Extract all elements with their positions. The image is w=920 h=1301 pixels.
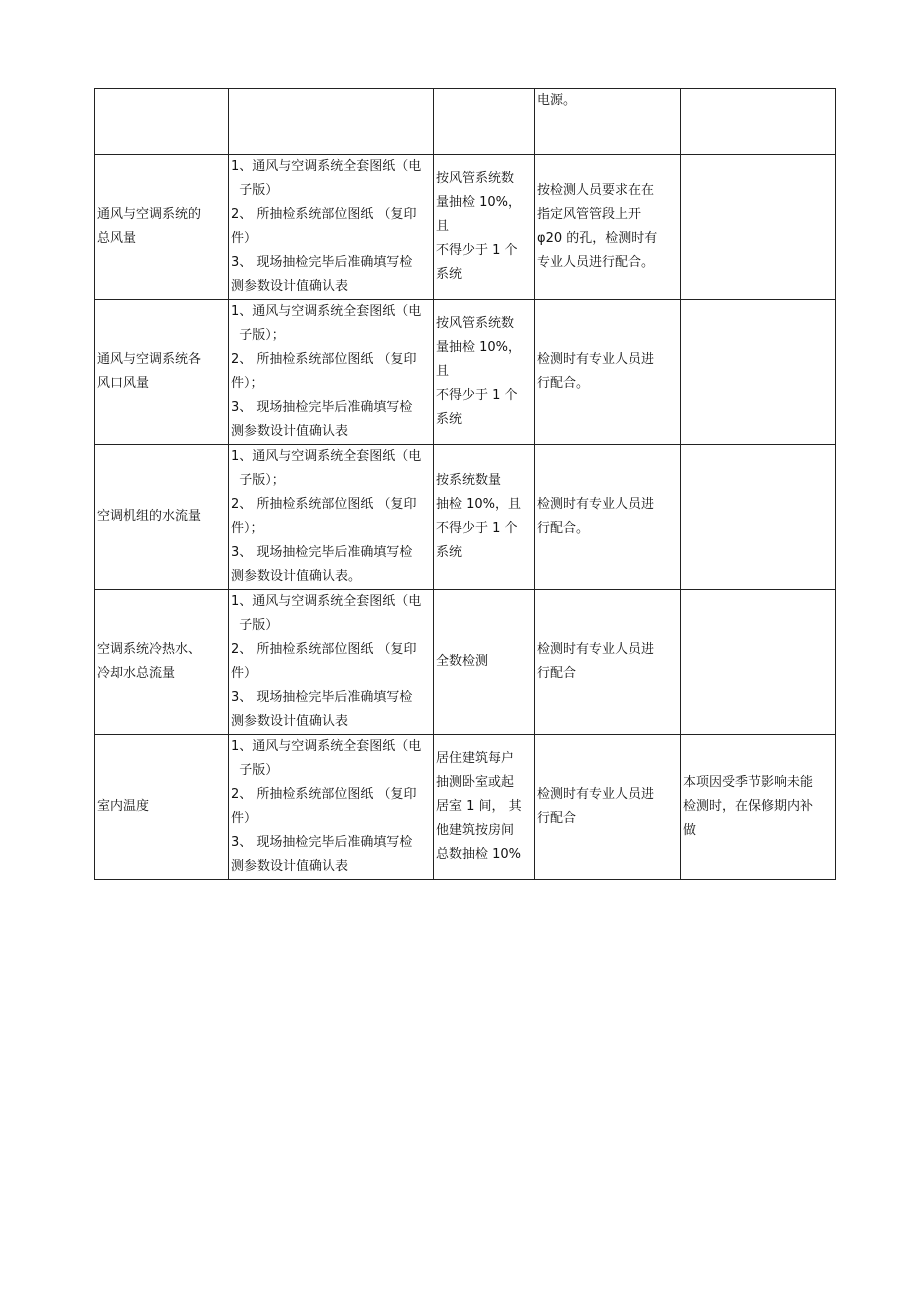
quantity-line: 不得少于 1 个	[436, 243, 518, 258]
requirement-line: 电源。	[537, 93, 577, 108]
docs-line: 3、 现场抽检完毕后准确填写检	[231, 545, 413, 560]
docs-line: 件）	[231, 666, 258, 681]
requirement-line: 检测时有专业人员进	[537, 642, 655, 657]
docs-line: 2、 所抽检系统部位图纸 （复印	[231, 207, 417, 222]
requirement-line: 行配合	[537, 666, 577, 681]
remark-cell	[681, 300, 836, 445]
quantity-line: 按风管系统数	[436, 171, 515, 186]
quantity-line: 不得少于 1 个	[436, 388, 518, 403]
item-line: 空调系统冷热水、	[97, 642, 202, 657]
requirement-line: 检测时有专业人员进	[537, 352, 655, 367]
docs-cell	[229, 155, 434, 300]
table-row	[95, 89, 836, 155]
quantity-line: 系统	[436, 545, 463, 560]
table-row	[95, 155, 836, 300]
docs-line: 2、 所抽检系统部位图纸 （复印	[231, 352, 417, 367]
quantity-line: 他建筑按房间	[436, 823, 515, 838]
docs-line: 子版）	[231, 618, 279, 633]
docs-line: 测参数设计值确认表	[231, 714, 349, 729]
item-cell	[95, 445, 229, 590]
docs-line: 件）	[231, 231, 258, 246]
quantity-cell	[434, 735, 535, 880]
item-cell	[95, 155, 229, 300]
table-body	[95, 89, 836, 880]
docs-line: 件）；	[231, 376, 264, 391]
docs-line: 件）；	[231, 521, 264, 536]
requirement-cell	[535, 445, 681, 590]
quantity-line: 居室 1 间， 其	[436, 799, 522, 814]
requirement-line: 检测时有专业人员进	[537, 497, 655, 512]
quantity-line: 量抽检 10%，且	[436, 195, 522, 234]
docs-cell	[229, 445, 434, 590]
docs-line: 3、 现场抽检完毕后准确填写检	[231, 835, 413, 850]
requirement-cell	[535, 300, 681, 445]
quantity-cell	[434, 89, 535, 155]
docs-cell	[229, 590, 434, 735]
quantity-line: 系统	[436, 412, 463, 427]
docs-cell	[229, 300, 434, 445]
inspection-table	[94, 88, 836, 880]
docs-line: 2、 所抽检系统部位图纸 （复印	[231, 787, 417, 802]
remark-cell	[681, 445, 836, 590]
item-cell	[95, 590, 229, 735]
table-row	[95, 590, 836, 735]
requirement-cell	[535, 155, 681, 300]
quantity-line: 不得少于 1 个	[436, 521, 518, 536]
docs-line: 测参数设计值确认表	[231, 859, 349, 874]
quantity-cell	[434, 300, 535, 445]
remark-cell	[681, 89, 836, 155]
requirement-line: 行配合。	[537, 521, 590, 536]
requirement-line: 行配合	[537, 811, 577, 826]
docs-line: 子版）；	[231, 328, 285, 343]
requirement-cell	[535, 735, 681, 880]
quantity-line: 居住建筑每户	[436, 751, 515, 766]
item-line: 通风与空调系统各	[97, 352, 202, 367]
item-line: 冷却水总流量	[97, 666, 176, 681]
quantity-line: 按系统数量	[436, 473, 502, 488]
item-line: 通风与空调系统的	[97, 207, 202, 222]
quantity-line: 抽检 10%，且	[436, 497, 522, 512]
remark-cell	[681, 155, 836, 300]
requirement-line: 指定风管管段上开	[537, 207, 642, 222]
quantity-line: 全数检测	[436, 654, 489, 669]
docs-cell	[229, 735, 434, 880]
docs-cell	[229, 89, 434, 155]
item-line: 总风量	[97, 231, 137, 246]
remark-cell	[681, 590, 836, 735]
quantity-cell	[434, 155, 535, 300]
docs-line: 测参数设计值确认表	[231, 279, 349, 294]
docs-line: 3、 现场抽检完毕后准确填写检	[231, 690, 413, 705]
remark-line: 检测时，在保修期内补	[683, 799, 814, 814]
quantity-line: 系统	[436, 267, 463, 282]
remark-cell	[681, 735, 836, 880]
quantity-line: 量抽检 10%，且	[436, 340, 522, 379]
docs-line: 测参数设计值确认表	[231, 424, 349, 439]
docs-line: 1、通风与空调系统全套图纸（电	[231, 304, 422, 319]
docs-line: 1、通风与空调系统全套图纸（电	[231, 449, 422, 464]
item-cell	[95, 735, 229, 880]
item-line: 室内温度	[97, 799, 150, 814]
table-row	[95, 445, 836, 590]
docs-line: 测参数设计值确认表。	[231, 569, 362, 584]
requirement-line: φ20 的孔，检测时有	[537, 231, 658, 246]
remark-line: 本项因受季节影响未能	[683, 775, 814, 790]
docs-line: 子版）	[231, 183, 279, 198]
quantity-line: 按风管系统数	[436, 316, 515, 331]
requirement-line: 检测时有专业人员进	[537, 787, 655, 802]
remark-line: 做	[683, 823, 697, 838]
table-row	[95, 735, 836, 880]
docs-line: 1、通风与空调系统全套图纸（电	[231, 739, 422, 754]
quantity-cell	[434, 590, 535, 735]
table-row	[95, 300, 836, 445]
quantity-cell	[434, 445, 535, 590]
docs-line: 3、 现场抽检完毕后准确填写检	[231, 400, 413, 415]
requirement-line: 按检测人员要求在在	[537, 183, 655, 198]
docs-line: 2、 所抽检系统部位图纸 （复印	[231, 642, 417, 657]
docs-line: 件）	[231, 811, 258, 826]
docs-line: 子版）；	[231, 473, 285, 488]
item-line: 空调机组的水流量	[97, 509, 202, 524]
quantity-line: 抽测卧室或起	[436, 775, 515, 790]
docs-line: 3、 现场抽检完毕后准确填写检	[231, 255, 413, 270]
docs-line: 1、通风与空调系统全套图纸（电	[231, 594, 422, 609]
requirement-cell	[535, 590, 681, 735]
item-cell	[95, 300, 229, 445]
item-line: 风口风量	[97, 376, 150, 391]
docs-line: 2、 所抽检系统部位图纸 （复印	[231, 497, 417, 512]
quantity-line: 总数抽检 10%	[436, 847, 522, 862]
requirement-line: 专业人员进行配合。	[537, 255, 655, 270]
requirement-line: 行配合。	[537, 376, 590, 391]
docs-line: 子版）	[231, 763, 279, 778]
requirement-cell	[535, 89, 681, 155]
docs-line: 1、通风与空调系统全套图纸（电	[231, 159, 422, 174]
item-cell	[95, 89, 229, 155]
